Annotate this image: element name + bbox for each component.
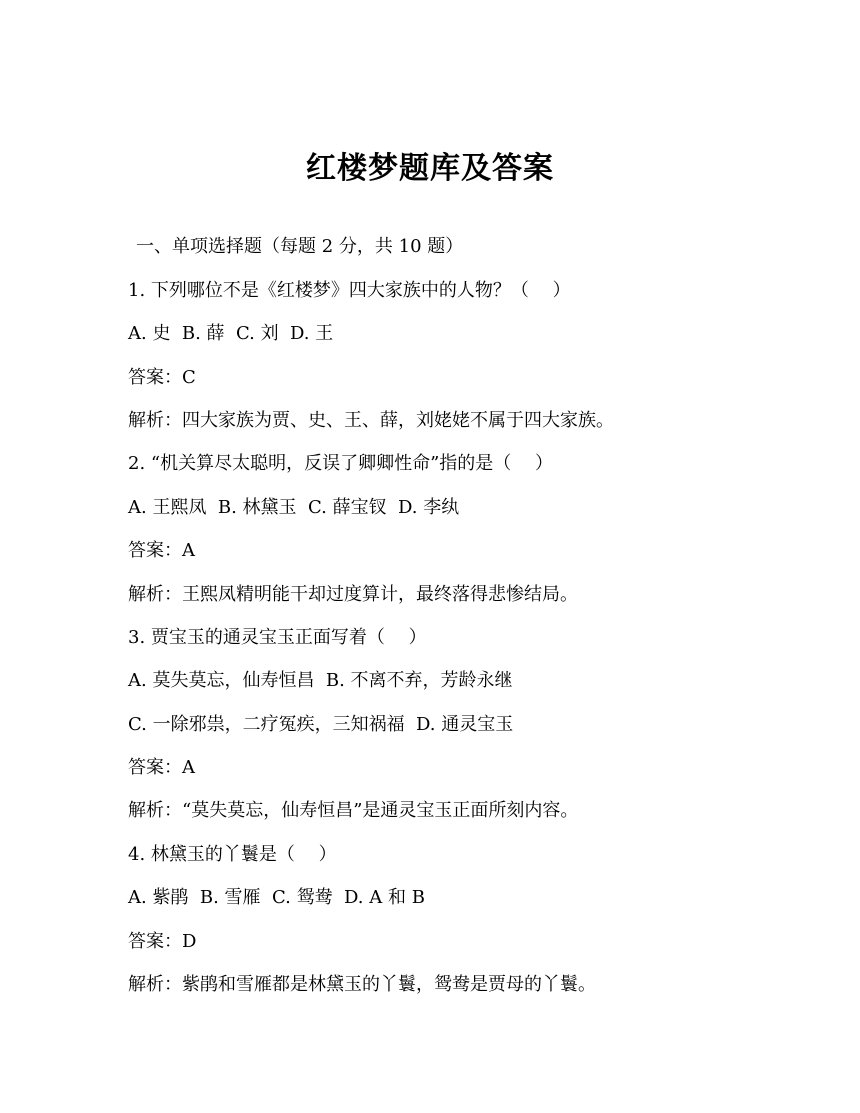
question-4-options: A. 紫鹃 B. 雪雁 C. 鸳鸯 D. A 和 B [128, 887, 425, 908]
question-4-stem: 4. 林黛玉的丫鬟是（ ） [128, 844, 337, 865]
question-2-options: A. 王熙凤 B. 林黛玉 C. 薛宝钗 D. 李纨 [128, 497, 460, 518]
question-2-analysis: 解析：王熙凤精明能干却过度算计，最终落得悲惨结局。 [128, 584, 578, 605]
question-2-stem: 2. “机关算尽太聪明，反误了卿卿性命”指的是（ ） [128, 453, 554, 474]
question-1-options: A. 史 B. 薛 C. 刘 D. 王 [128, 323, 334, 344]
question-4-answer: 答案：D [128, 931, 197, 952]
page-title: 红楼梦题库及答案 [306, 151, 554, 186]
question-3-stem: 3. 贾宝玉的通灵宝玉正面写着（ ） [128, 627, 427, 648]
question-3-analysis: 解析：“莫失莫忘，仙寿恒昌”是通灵宝玉正面所刻内容。 [128, 800, 579, 821]
question-3-options-line-2: C. 一除邪祟，二疗冤疾，三知祸福 D. 通灵宝玉 [128, 714, 514, 735]
question-3-answer: 答案：A [128, 757, 195, 778]
question-4-analysis: 解析：紫鹃和雪雁都是林黛玉的丫鬟，鸳鸯是贾母的丫鬟。 [128, 974, 596, 995]
question-3-options-line-1: A. 莫失莫忘，仙寿恒昌 B. 不离不弃，芳龄永继 [128, 670, 513, 691]
question-1-analysis: 解析：四大家族为贾、史、王、薛，刘姥姥不属于四大家族。 [128, 410, 614, 431]
question-1-answer: 答案：C [128, 367, 196, 388]
question-2-answer: 答案：A [128, 540, 195, 561]
section-heading: 一、单项选择题（每题 2 分，共 10 题） [136, 236, 464, 257]
question-1-stem: 1. 下列哪位不是《红楼梦》四大家族中的人物？（ ） [128, 280, 571, 301]
